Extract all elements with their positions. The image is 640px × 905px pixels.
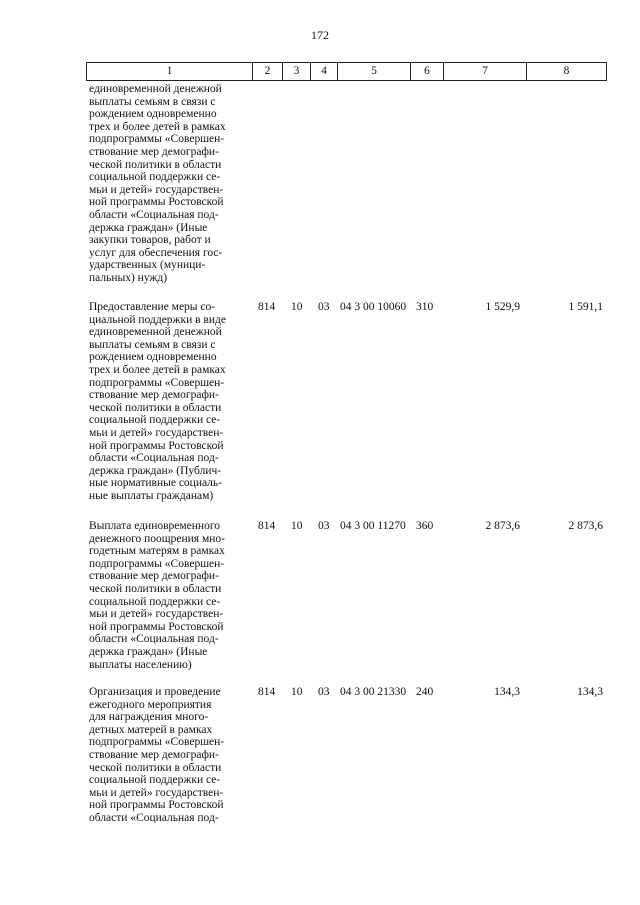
row-amount-year1: 1 529,9 [485,301,520,313]
row-section-code: 10 [291,301,303,313]
row-subsection-code: 03 [318,686,330,698]
column-header-2: 2 [264,65,271,77]
row-description: единовременной денежной выплаты семьям в связи с рождением одновременно трех и более детей в рамках подпрограммы «Совершен- ствование мер демографи- ческой политики в области социальной поддержки се- мьи и детей» государствен- ной программы Ростовской области «Социальная под- держка граждан» (Иные закупки товаров, работ и услуг для обеспечения гос- ударственных (муници- пальных) нужд) [89,83,226,284]
row-description: Выплата единовременного денежного поощрения мно- годетным матерям в рамках подпрограммы «Совершен- ствование мер демографи- ческой политики в области социальной поддержки се- мьи и детей» государствен- ной программы Ростовской области «Социальная под- держка граждан» (Иные выплаты населению) [89,520,225,671]
row-target-article: 04 3 00 21330 [340,686,407,698]
row-amount-year2: 2 873,6 [568,520,603,532]
row-subsection-code: 03 [318,301,330,313]
column-header-5: 5 [371,65,377,77]
column-header-7: 7 [482,65,488,77]
row-amount-year2: 134,3 [577,686,603,698]
row-subsection-code: 03 [318,520,330,532]
page-number: 172 [311,28,329,42]
column-header-3: 3 [293,65,300,77]
row-ministry-code: 814 [258,520,276,532]
row-ministry-code: 814 [258,301,276,313]
column-header-4: 4 [321,65,327,77]
column-header-1: 1 [166,65,173,77]
row-section-code: 10 [291,686,303,698]
row-amount-year1: 2 873,6 [485,520,520,532]
col-divider [606,62,607,81]
row-expense-type: 240 [416,686,434,698]
row-description: Предоставление меры со- циальной поддержки в виде единовременной денежной выплаты семьям в связи с рождением одновременно трех и более детей в рамках подпрограммы «Совершен- ствование мер демографи- ческой политики в области социальной поддержки се- мьи и детей» государствен- ной программы Ростовской области «Социальная под- держка граждан» (Публич- ные нормативные социаль- ные выплаты гражданам) [89,301,226,502]
row-amount-year1: 134,3 [494,686,520,698]
row-amount-year2: 1 591,1 [568,301,603,313]
column-header-6: 6 [424,65,430,77]
row-target-article: 04 3 00 10060 [340,301,407,313]
row-expense-type: 360 [416,520,434,532]
row-target-article: 04 3 00 11270 [340,520,406,532]
row-description: Организация и проведение ежегодного мероприятия для награждения много- детных матерей в рамках подпрограммы «Совершен- ствование мер демографи- ческой политики в области социальной поддержки се- мьи и детей» государствен- ной программы Ростовской области «Социальная под- [89,686,225,824]
column-header-8: 8 [563,65,570,77]
table-header-bottom-border [86,80,607,81]
row-ministry-code: 814 [258,686,276,698]
row-section-code: 10 [291,520,303,532]
row-expense-type: 310 [416,301,434,313]
